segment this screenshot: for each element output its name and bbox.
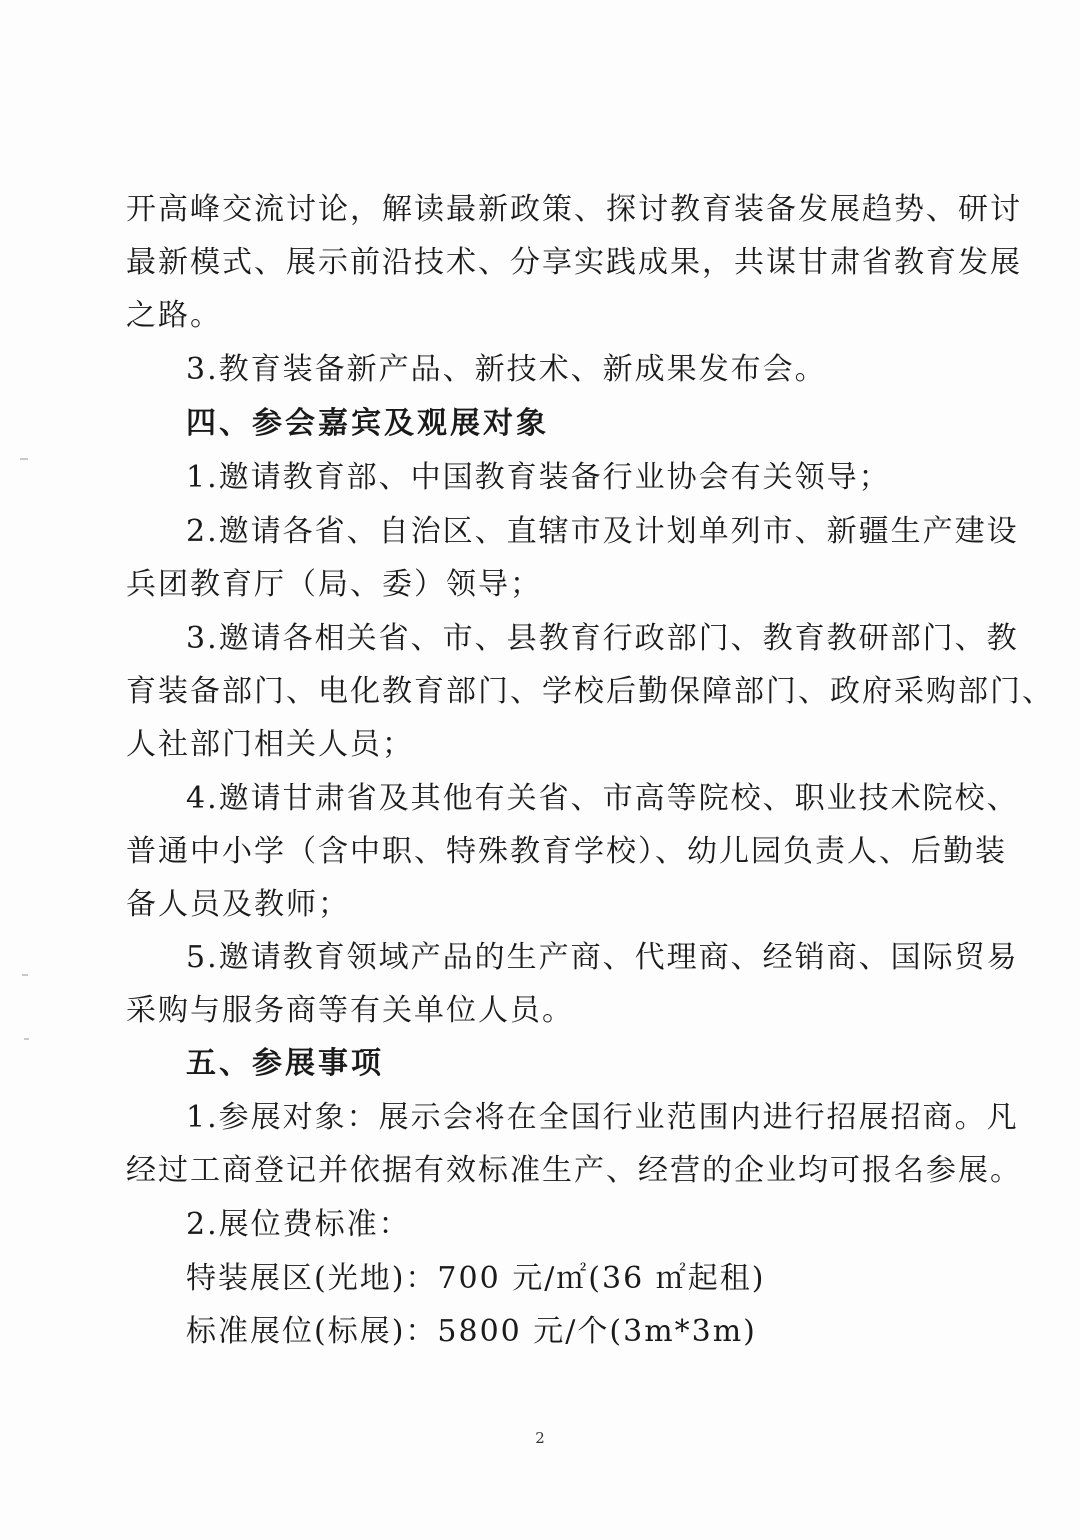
paragraph-line: 经过工商登记并依据有效标准生产、经营的企业均可报名参展。 [126,1153,1022,1188]
page-number: 2 [535,1429,545,1447]
paragraph-line: 开高峰交流讨论，解读最新政策、探讨教育装备发展趋势、研讨 [126,192,1022,227]
paragraph-line: 最新模式、展示前沿技术、分享实践成果，共谋甘肃省教育发展 [126,245,1022,280]
paragraph-line: 之路。 [126,298,222,333]
paragraph-line: 1.邀请教育部、中国教育装备行业协会有关领导； [186,460,891,495]
paragraph-line: 3.教育装备新产品、新技术、新成果发布会。 [186,352,827,387]
paragraph-line: 4.邀请甘肃省及其他有关省、市高等院校、职业技术院校、 [186,781,1019,816]
section-heading: 四、参会嘉宾及观展对象 [186,406,549,441]
scan-mark [20,458,28,460]
paragraph-line: 1.参展对象：展示会将在全国行业范围内进行招展招商。凡 [186,1100,1019,1135]
paragraph-line: 兵团教育厅（局、委）领导； [126,567,542,602]
scan-mark [24,1038,29,1040]
scan-mark [22,974,28,976]
paragraph-line: 3.邀请各相关省、市、县教育行政部门、教育教研部门、教 [186,621,1019,656]
paragraph-line: 2.展位费标准： [186,1207,411,1242]
paragraph-line: 普通中小学（含中职、特殊教育学校）、幼儿园负责人、后勤装 [126,834,1007,869]
section-heading: 五、参展事项 [186,1046,384,1081]
paragraph-line: 采购与服务商等有关单位人员。 [126,993,574,1028]
paragraph-line: 人社部门相关人员； [126,727,414,762]
fee-line-special-booth: 特装展区(光地)：700 元/㎡(36 ㎡起租) [186,1261,766,1296]
fee-line-standard-booth: 标准展位(标展)：5800 元/个(3m*3m) [186,1314,757,1349]
paragraph-line: 2.邀请各省、自治区、直辖市及计划单列市、新疆生产建设 [186,514,1019,549]
paragraph-line: 5.邀请教育领域产品的生产商、代理商、经销商、国际贸易 [186,940,1019,975]
paragraph-line: 育装备部门、电化教育部门、学校后勤保障部门、政府采购部门、 [126,674,1054,709]
paragraph-line: 备人员及教师； [126,887,350,922]
